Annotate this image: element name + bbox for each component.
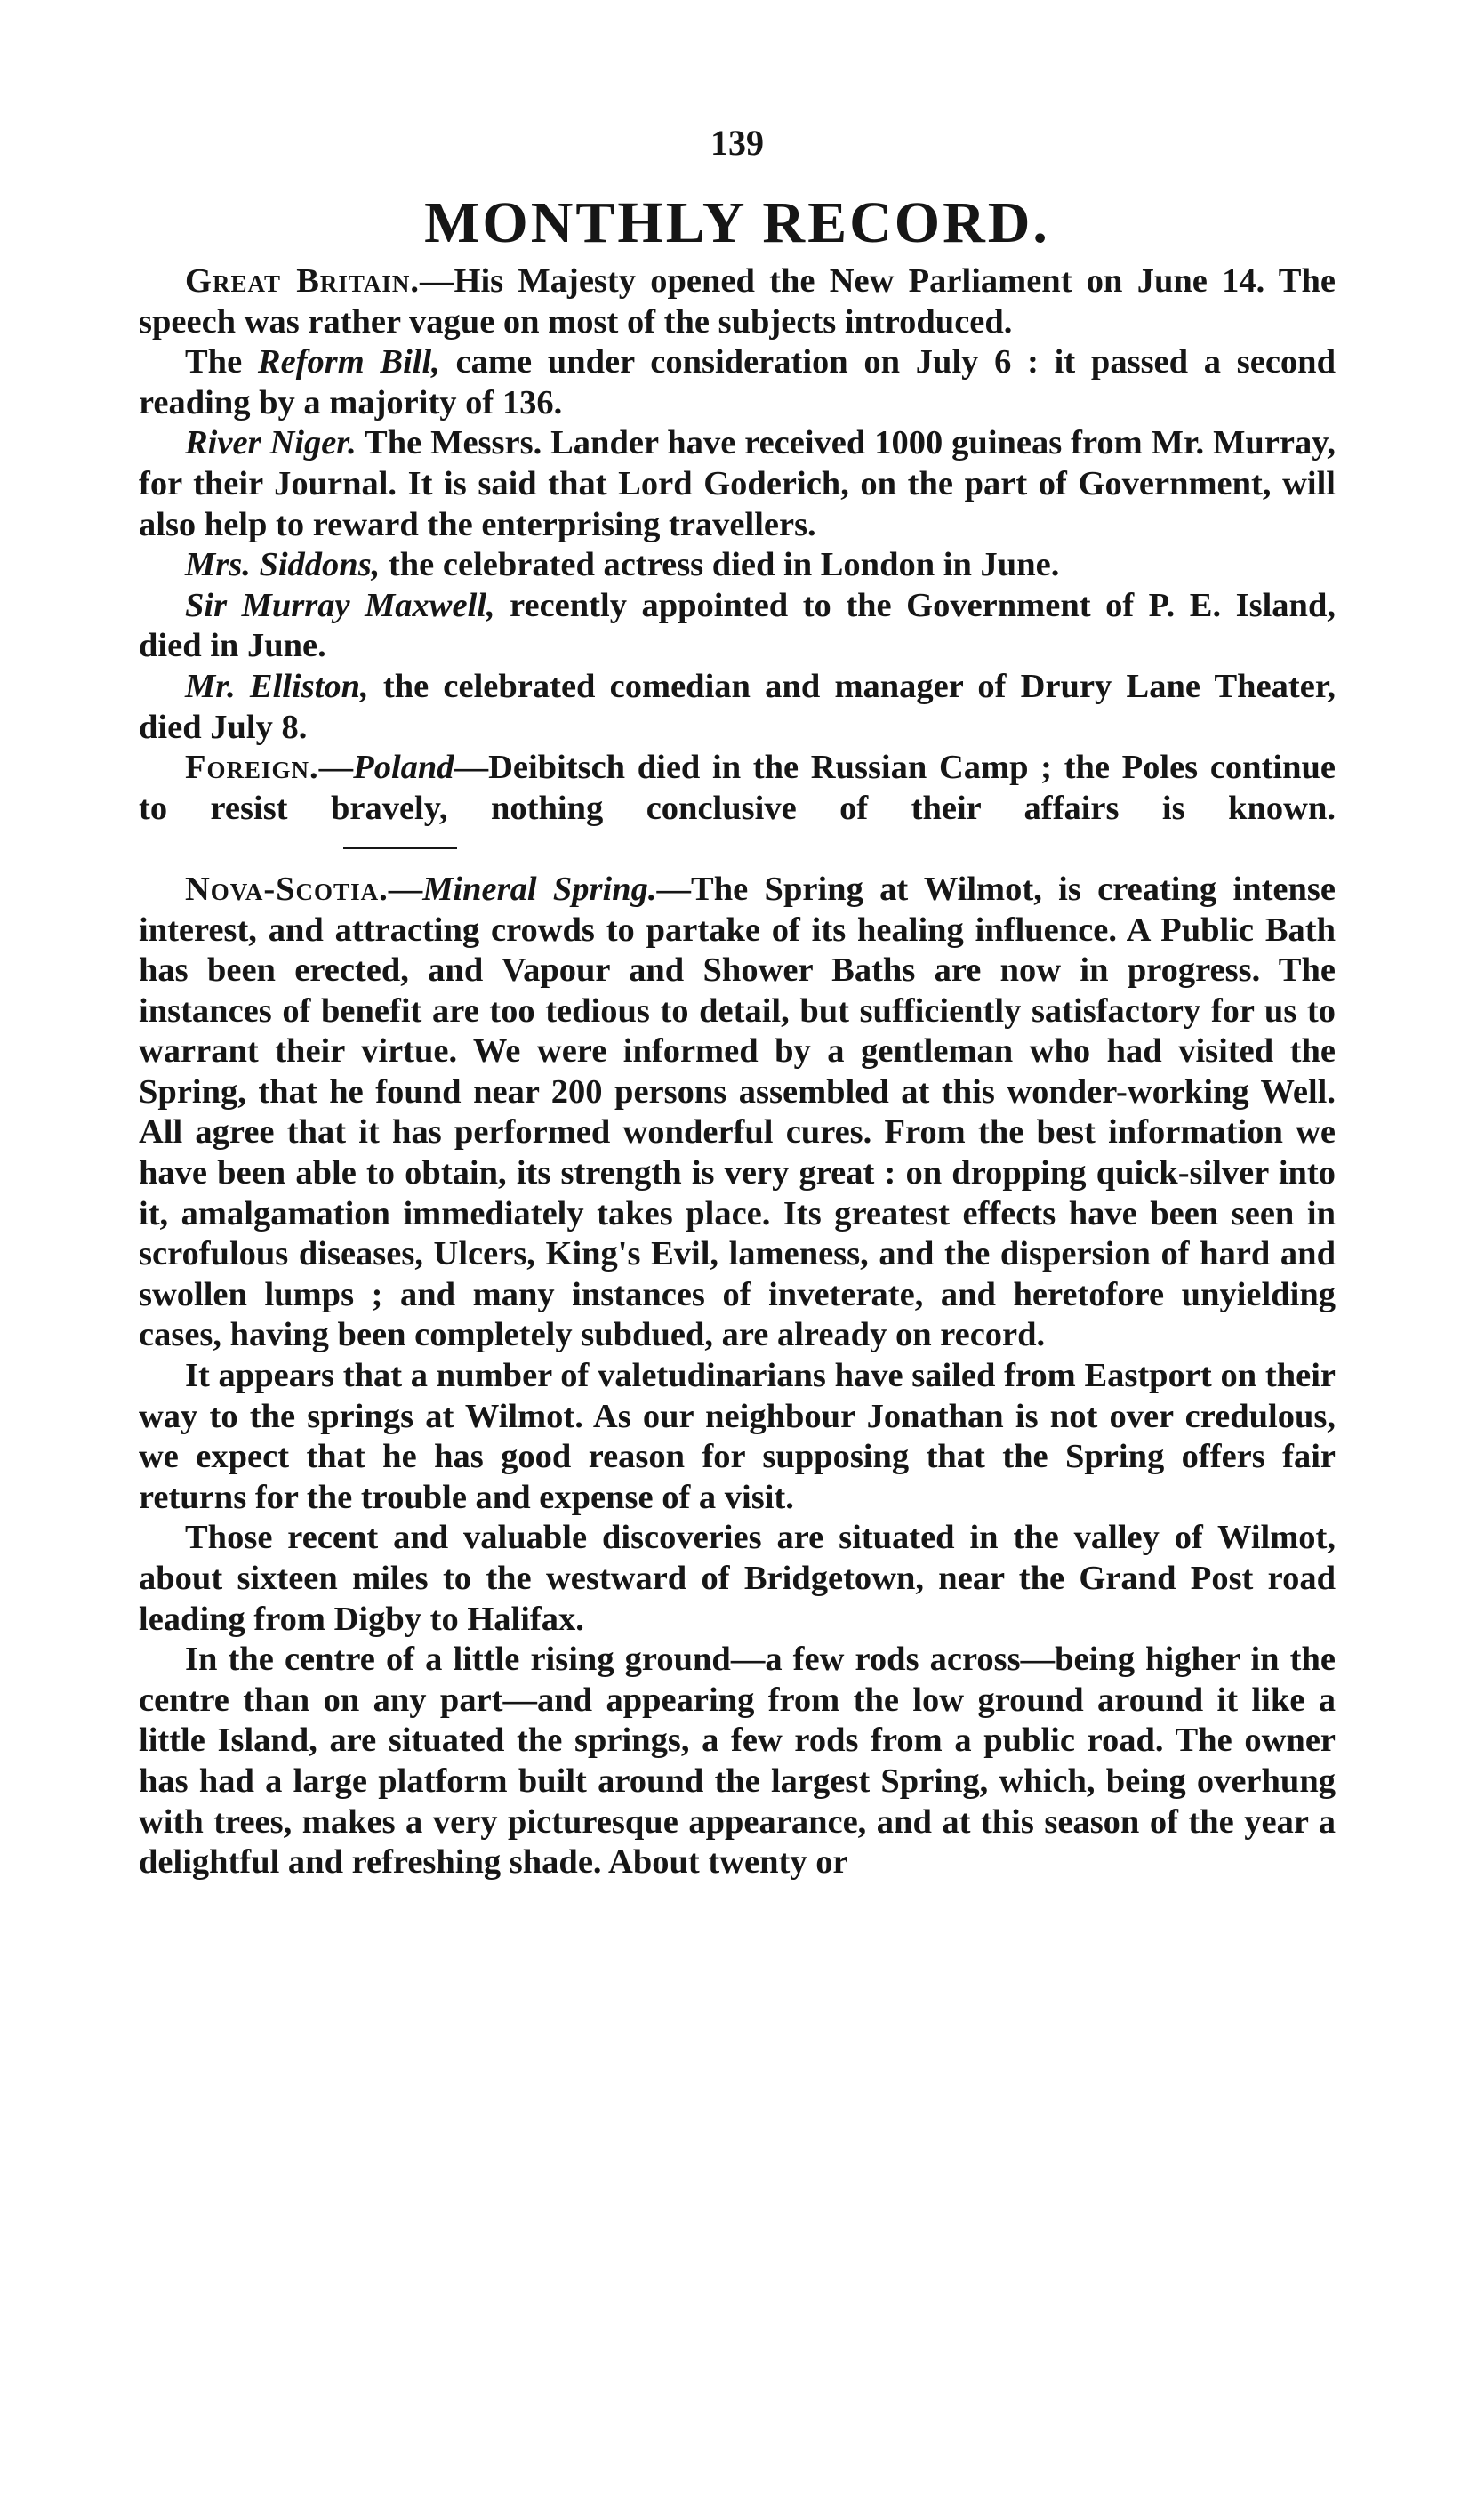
paragraph-text: —His Majesty opened the New Parliament on June 14. The speech was rather vague on most of the subjects introduced.: [139, 262, 1336, 341]
page-title: MONTHLY RECORD.: [424, 190, 1050, 255]
italic-subject: Mineral Spring.: [422, 870, 657, 908]
paragraph-nova-scotia: [139, 870, 1336, 1356]
italic-subject: Reform Bill,: [257, 343, 440, 381]
paragraph-text: —The Spring at Wilmot, is creating intense interest, and attracting crowds to partake of its healing influence. A Public Bath has been erected, and Vapour and Shower Baths are now in progress. The instances of benefit are too tedious to detail, but sufficiently satisfactory for us to warrant their virtue. We were informed by a gentleman who had visited the Spring, that he found near 200 persons assembled at this wonder-working Well. All agree that it has performed wonderful cures. From the best information we have been able to obtain, its strength is very great : on dropping quick-silver into it, amalgamation immediately takes place. Its greatest effects have been seen in scrofulous diseases, Ulcers, King's Evil, lameness, and the dispersion of hard and swollen lumps ; and many instances of inveterate, and heretofore unyielding cases, having been completely subdued, are already on record.: [139, 870, 1336, 1354]
paragraph-mrs-siddons: [139, 545, 1336, 586]
paragraph-text: came under consideration on July 6 : it passed a second reading by a majority of 136.: [139, 343, 1336, 421]
paragraph-text: recently appointed to the Government of P. E. Island, died in June.: [139, 586, 1336, 665]
italic-subject: Mrs. Siddons,: [185, 546, 381, 584]
italic-subject: River Niger.: [185, 424, 357, 462]
paragraph-reform-bill: [139, 342, 1336, 423]
paragraph-mr-elliston: [139, 667, 1336, 748]
italic-subject: Mr. Elliston,: [185, 667, 369, 705]
paragraph-text-pre: The: [185, 343, 258, 381]
paragraph-text: The Messrs. Lander have received 1000 guineas from Mr. Murray, for their Journal. It is said that Lord Goderich, on the part of Government, will also help to reward the enterprising travellers.: [139, 424, 1336, 543]
paragraph-foreign: [139, 748, 1336, 870]
paragraph-text: —Deibitsch died in the Russian Camp ; the Poles continue to resist bravely, nothing conclusive of their affairs is known.: [139, 749, 1336, 827]
section-divider-rule: [343, 847, 457, 849]
dash: —: [318, 749, 354, 787]
dash: —: [388, 870, 423, 908]
paragraph-river-niger: [139, 423, 1336, 545]
section-heading-nova-scotia: Nova-Scotia.: [185, 870, 389, 908]
page-number: 139: [710, 123, 764, 163]
section-heading-great-britain: Great Britain.: [185, 262, 421, 300]
paragraph-text: the celebrated comedian and manager of Drury Lane Theater, died July 8.: [139, 667, 1336, 746]
paragraph-discoveries-location: Those recent and valuable discoveries are situated in the valley of Wilmot, about sixteen miles to the westward of Bridgetown, near the Grand Post road leading from Digby to Halifax.: [139, 1519, 1336, 1638]
italic-subject: Poland: [353, 749, 454, 787]
paragraph-text: the celebrated actress died in London in June.: [380, 546, 1060, 584]
paragraph-springs-description: In the centre of a little rising ground—a few rods across—being higher in the centre than on any part—and appearing from the low ground around it like a little Island, are situated the springs, a few rods from a public road. The owner has had a large platform built around the largest Spring, which, being overhung with trees, makes a very picturesque appearance, and at this season of the year a delightful and refreshing shade. About twenty or: [139, 1641, 1336, 1882]
paragraph-sir-murray-maxwell: [139, 586, 1336, 667]
paragraph-great-britain: [139, 261, 1336, 342]
section-heading-foreign: Foreign.: [185, 749, 319, 787]
paragraph-valetudinarians: It appears that a number of valetudinarians have sailed from Eastport on their way to the springs at Wilmot. As our neighbour Jonathan is not over credulous, we expect that he has good reason for supposing that the Spring offers fair returns for the trouble and expense of a visit.: [139, 1357, 1336, 1516]
italic-subject: Sir Murray Maxwell,: [185, 586, 495, 624]
